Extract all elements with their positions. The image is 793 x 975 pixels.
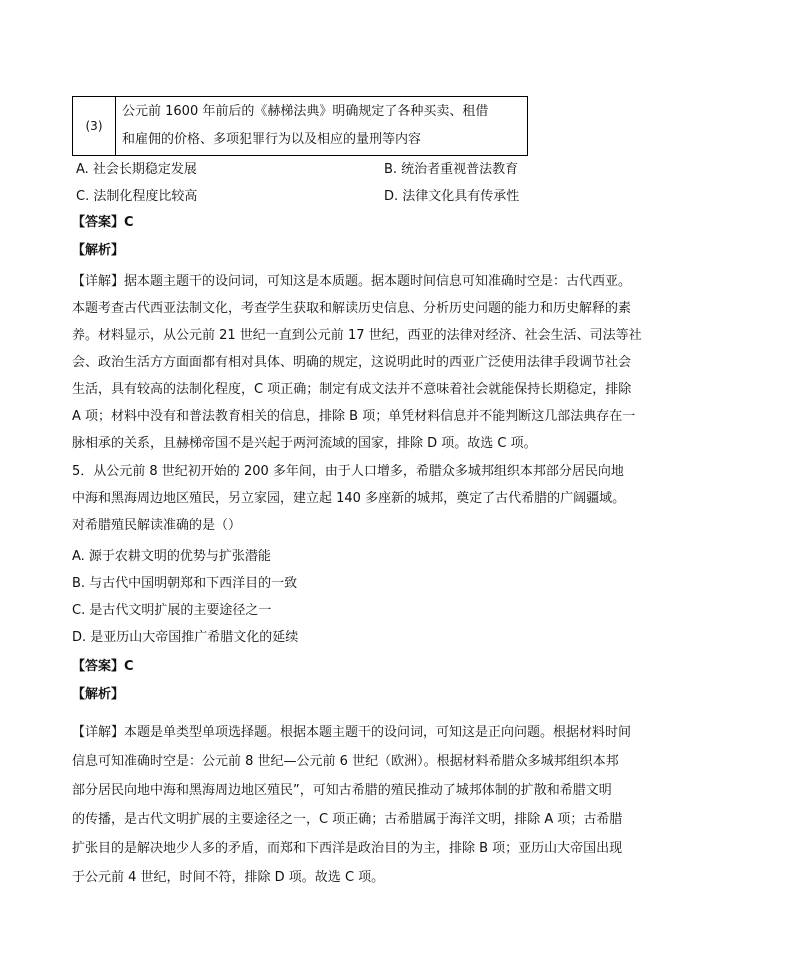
q4-option-c: C. 法制化程度比较高: [76, 189, 198, 204]
q4-option-b: B. 统治者重视普法教育: [384, 162, 519, 177]
q4-option-a: A. 社会长期稳定发展: [76, 162, 197, 177]
table-row-number: (3): [73, 97, 116, 156]
q4-option-d: D. 法律文化具有传承性: [384, 189, 520, 204]
q4-analysis-label: 【解析】: [72, 243, 125, 258]
table-row: [73, 97, 528, 156]
q4-detail-line: 会、政治生活方方面面都有相对具体、明确的规定，这说明此时的西亚广泛使用法律手段调节社会: [72, 355, 632, 370]
q5-option-a: A. 源于农耕文明的优势与扩张潜能: [72, 549, 271, 564]
q5-stem: [72, 458, 672, 539]
q5-analysis-label: 【解析】: [72, 687, 125, 702]
q4-detail-line: 养。材料显示，从公元前 21 世纪一直到公元前 17 世纪，西亚的法律对经济、社会生活、司法等社: [72, 328, 642, 343]
q5-detail-line: 【详解】本题是单类型单项选择题。根据本题主题干的设问词，可知这是正向问题。根据材料时间: [72, 725, 632, 740]
q4-detail-line: A 项；材料中没有和普法教育相关的信息，排除 B 项；单凭材料信息并不能判断这几部法典存在一: [72, 409, 636, 424]
q5-stem-line: 中海和黑海周边地区殖民，另立家园，建立起 140 多座新的城邦，奠定了古代希腊的广阔疆域。: [72, 491, 626, 506]
q4-detail-line: 本题考查古代西亚法制文化，考查学生获取和解读历史信息、分析历史问题的能力和历史解释的素: [72, 301, 632, 316]
q5-detail-line: 部分居民向地中海和黑海周边地区殖民”，可知古希腊的殖民推动了城邦体制的扩散和希腊文明: [72, 783, 612, 798]
q4-detail: [72, 268, 672, 457]
table-text-line-2: 和雇佣的价格、多项犯罪行为以及相应的量刑等内容: [122, 132, 422, 147]
q5-stem-line: 对希腊殖民解读准确的是（）: [72, 518, 242, 533]
table-row-text: [116, 97, 528, 156]
q4-detail-line: 脉相承的关系，且赫梯帝国不是兴起于两河流域的国家，排除 D 项。故选 C 项。: [72, 436, 537, 451]
q5-option-c: C. 是古代文明扩展的主要途径之一: [72, 603, 272, 618]
q5-detail-line: 扩张目的是解决地少人多的矛盾，而郑和下西洋是政治目的为主，排除 B 项；亚历山大帝国出现: [72, 841, 623, 856]
q5-detail-line: 信息可知准确时空是：公元前 8 世纪—公元前 6 世纪（欧洲）。根据材料希腊众多城邦组织本邦: [72, 754, 619, 769]
q5-detail-line: 于公元前 4 世纪，时间不符，排除 D 项。故选 C 项。: [72, 870, 385, 885]
q5-option-b: B. 与古代中国明朝郑和下西洋目的一致: [72, 576, 298, 591]
q4-detail-line: 【详解】据本题主题干的设问词，可知这是本质题。据本题时间信息可知准确时空是：古代西亚。: [72, 274, 632, 289]
q4-detail-line: 生活，具有较高的法制化程度，C 项正确；制定有成文法并不意味着社会就能保持长期稳定，排除: [72, 382, 632, 397]
q4-answer: 【答案】C: [72, 215, 134, 230]
q5-option-d: D. 是亚历山大帝国推广希腊文化的延续: [72, 630, 299, 645]
q5-stem-line: 5．从公元前 8 世纪初开始的 200 多年间，由于人口增多，希腊众多城邦组织本邦部分居民向地: [72, 464, 624, 479]
source-table: [72, 96, 528, 156]
q5-detail-line: 的传播，是古代文明扩展的主要途径之一，C 项正确；古希腊属于海洋文明，排除 A 项；古希腊: [72, 812, 623, 827]
q5-detail: [72, 718, 672, 892]
table-text-line-1: 公元前 1600 年前后的《赫梯法典》明确规定了各种买卖、租借: [122, 104, 489, 119]
q5-answer: 【答案】C: [72, 659, 134, 674]
